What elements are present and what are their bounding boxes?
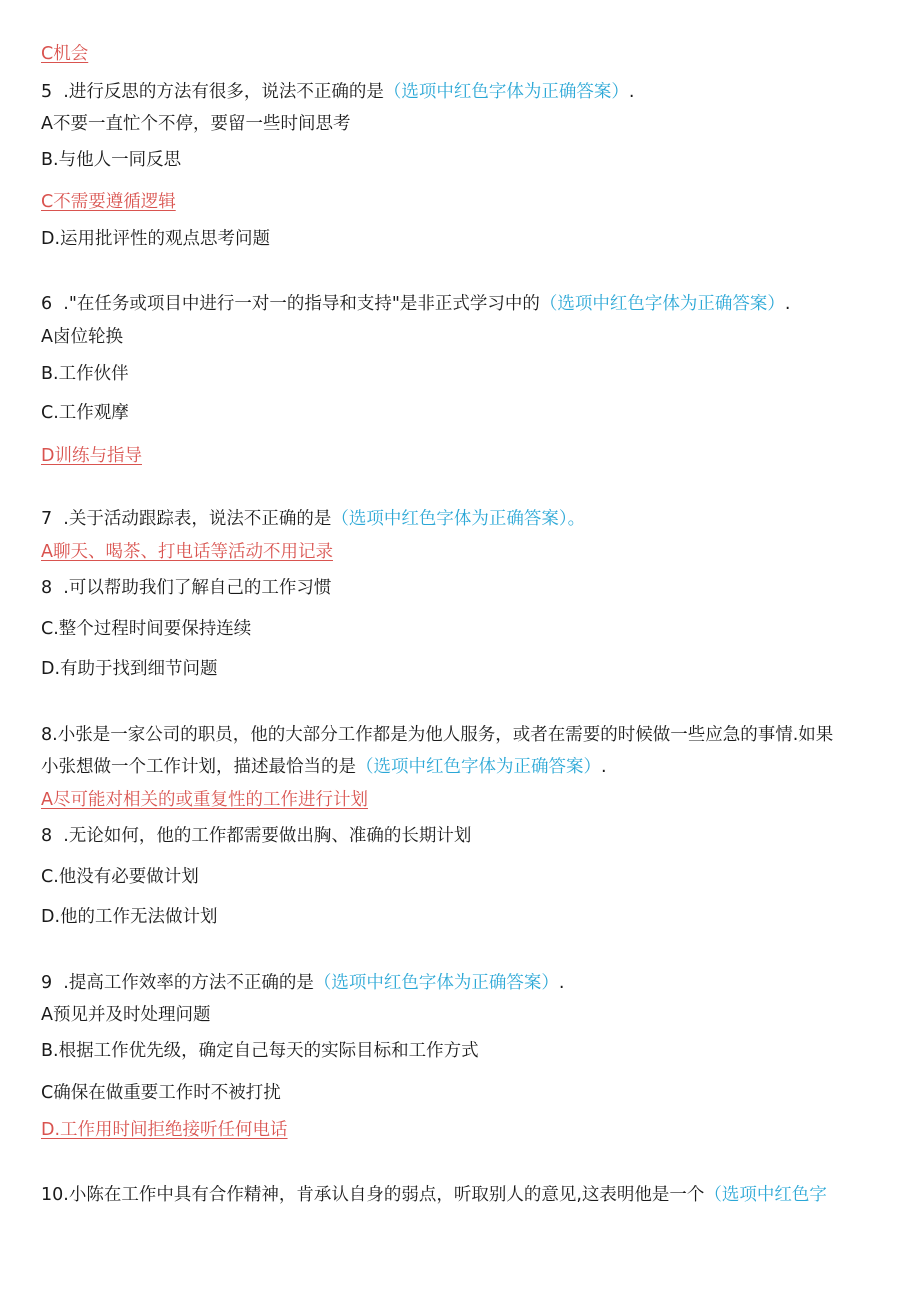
q5-answer-hint: （选项中红色字体为正确答案） [383, 82, 629, 102]
q6-question-text: 6 ."在任务或项目中进行一对一的指导和支持"是非正式学习中的 [41, 294, 540, 314]
q5-question-text: 5 .进行反思的方法有很多，说法不正确的是 [41, 82, 384, 102]
q5-question-end: . [628, 82, 635, 102]
q9-question [41, 971, 564, 995]
q5-option-d: D.运用批评性的观点思考问题 [41, 229, 271, 249]
q5-option-a: A不要一直忙个不停，要留一些时间思考 [41, 114, 351, 134]
q7-option-d: D.有助于找到细节问题 [41, 659, 218, 679]
q9-option-b: B.根据工作优先级，确定自己每天的实际目标和工作方式 [41, 1041, 479, 1061]
q8-question-line-1: 8.小张是一家公司的职员，他的大部分工作都是为他人服务，或者在需要的时候做一些应急的事情.如果 [41, 725, 834, 745]
q9-answer-option-d: D.工作用时间拒绝接听任何电话 [41, 1120, 288, 1140]
q6-option-b: B.工作伙伴 [41, 364, 129, 384]
q8-option-b: 8 .无论如何，他的工作都需要做出胸、准确的长期计划 [41, 826, 472, 846]
q8-question-end: . [601, 757, 607, 777]
q5-question [41, 80, 634, 104]
q10-answer-hint: （选项中红色字 [704, 1185, 827, 1205]
q4-answer-option-c: C机会 [41, 44, 89, 64]
q8-option-c: C.他没有必要做计划 [41, 867, 199, 887]
q8-question-text: 小张想做一个工作计划，描述最恰当的是 [41, 757, 356, 777]
q7-question-text: 7 .关于活动跟踪表，说法不正确的是 [41, 509, 332, 529]
q9-option-c: C确保在做重要工作时不被打扰 [41, 1083, 281, 1103]
q8-answer-option-a: A尽可能对相关的或重复性的工作进行计划 [41, 790, 368, 810]
q6-answer-hint: （选项中红色字体为正确答案） [539, 294, 785, 314]
q7-answer-option-a: A聊天、喝茶、打电话等活动不用记录 [41, 542, 333, 562]
q10-question [41, 1183, 827, 1207]
q6-option-a: A卤位轮换 [41, 327, 123, 347]
q7-option-b: 8 .可以帮助我们了解自己的工作习惯 [41, 578, 332, 598]
q9-question-text: 9 .提高工作效率的方法不正确的是 [41, 973, 314, 993]
q9-question-end: . [558, 973, 565, 993]
q8-option-d: D.他的工作无法做计划 [41, 907, 218, 927]
q9-option-a: A预见并及时处理问题 [41, 1005, 211, 1025]
q7-answer-hint: （选项中红色字体为正确答案）。 [331, 509, 586, 529]
q7-question [41, 507, 585, 531]
q5-answer-option-c: C不需要遵循逻辑 [41, 192, 176, 212]
q6-answer-option-d: D训练与指导 [41, 446, 142, 466]
q9-answer-hint: （选项中红色字体为正确答案） [313, 973, 559, 993]
q6-option-c: C.工作观摩 [41, 403, 129, 423]
q5-option-b: B.与他人一同反思 [41, 150, 182, 170]
q10-question-text: 10.小陈在工作中具有合作精神，肯承认自身的弱点，听取别人的意见,这表明他是一个 [41, 1185, 705, 1205]
q7-option-c: C.整个过程时间要保持连续 [41, 619, 252, 639]
q6-question [41, 292, 791, 316]
q8-question-line-2 [41, 755, 607, 779]
q8-answer-hint: （选项中红色字体为正确答案） [356, 757, 601, 777]
q6-question-end: . [784, 294, 791, 314]
